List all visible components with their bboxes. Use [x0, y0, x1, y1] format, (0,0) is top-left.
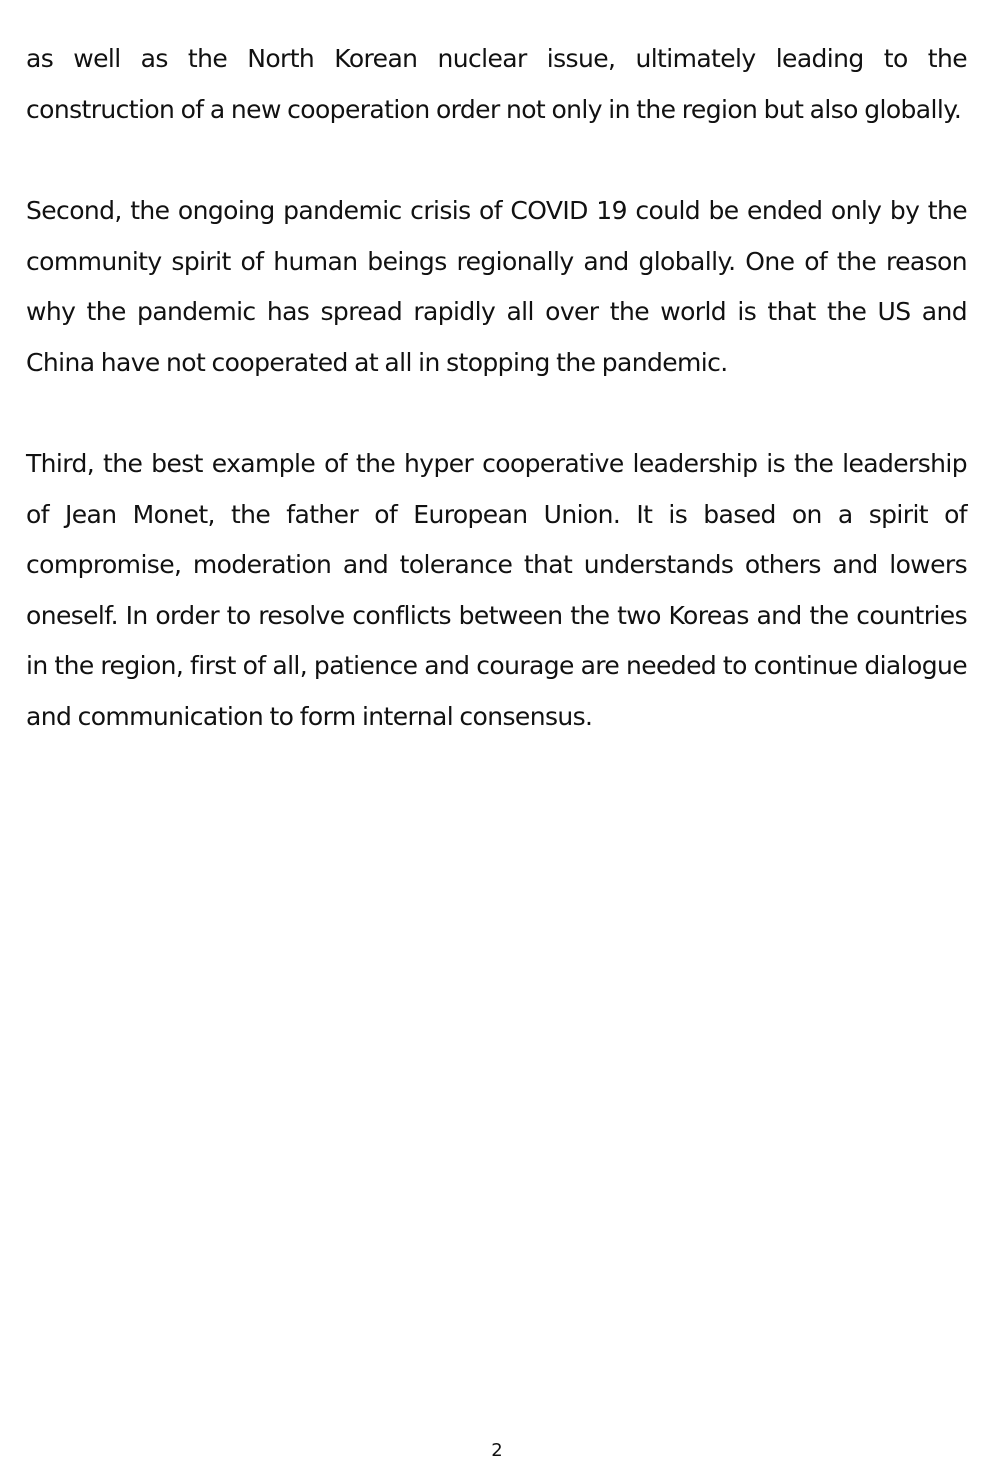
paragraph-second-point: Second, the ongoing pandemic crisis of COVID 19 could be ended only by the community spirit of human beings regionally and globally. One of the reason why the pandemic has spread rapidly all over the world is that the US and China have not cooperated at all in stopping the pandemic. [26, 196, 967, 377]
document-body [26, 34, 967, 742]
page-number: 2 [491, 1440, 503, 1461]
paragraph-gap [26, 388, 967, 439]
paragraph-third-point: Third, the best example of the hyper cooperative leadership is the leadership of Jean Monet, the father of European Union. It is based on a spirit of compromise, moderation and tolerance that understands others and lowers oneself. In order to resolve conflicts between the two Koreas and the countries in the region, first of all, patience and courage are needed to continue dialogue and communication to form internal consensus. [26, 449, 967, 731]
paragraph-continuation: as well as the North Korean nuclear issue, ultimately leading to the construction of a new cooperation order not only in the region but also globally. [26, 44, 967, 124]
paragraph-gap [26, 135, 967, 186]
